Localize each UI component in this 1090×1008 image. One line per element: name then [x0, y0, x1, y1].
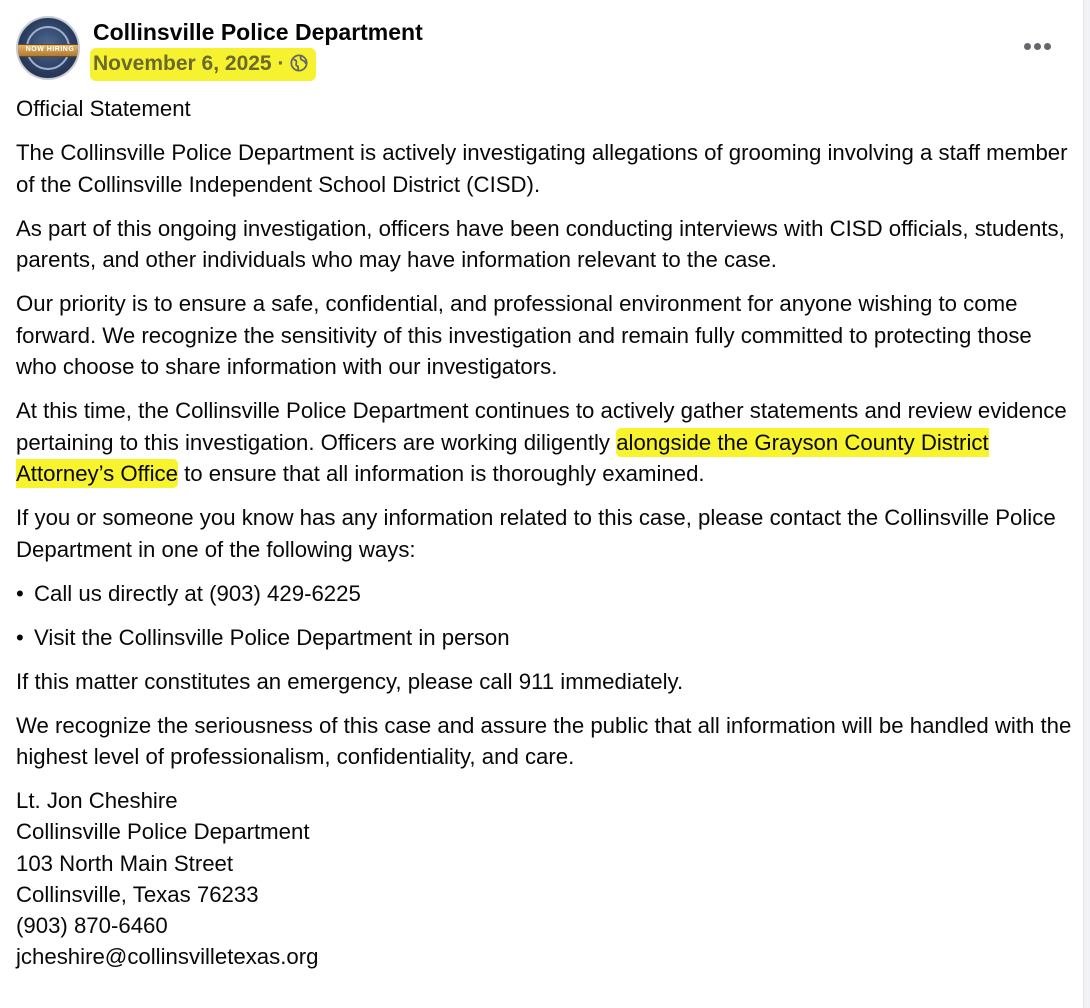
statement-title: Official Statement: [16, 96, 191, 121]
list-item: [16, 622, 1076, 654]
bullet-icon: •: [16, 624, 24, 650]
paragraph-7: We recognize the seriousness of this case and assure the public that all information will be handled with the highest level of professionalism, confidentiality, and care.: [16, 712, 1072, 769]
bullet-icon: •: [16, 580, 24, 606]
post-body: [16, 93, 1076, 973]
paragraph-6: If this matter constitutes an emergency, please call 911 immediately.: [16, 668, 684, 694]
paragraph-1: The Collinsville Police Department is actively investigating allegations of grooming involving a staff member of the Collinsville Independent School District (CISD).: [16, 140, 1068, 197]
list-item: [16, 578, 1076, 610]
meta-separator: ·: [271, 52, 291, 75]
signature-department: Collinsville Police Department: [16, 819, 310, 845]
post-date-link[interactable]: November 6, 2025: [93, 52, 272, 75]
paragraph-4-text: At this time, the Collinsville Police Department continues to actively gather statements and review evidence pertaining to this investigation. Officers are working diligently: [16, 398, 1067, 455]
page-avatar[interactable]: [16, 16, 80, 80]
paragraph-3: Our priority is to ensure a safe, confidential, and professional environment for anyone wishing to come forward. We recognize the sensitivity of this investigation and remain fully committed to protecting those who choose to share information with our investigators.: [16, 291, 1032, 379]
list-item-text: Call us directly at (903) 429-6225: [34, 580, 361, 606]
dot-icon: [1044, 43, 1051, 50]
post-meta: [93, 52, 316, 76]
signature-phone: (903) 870-6460: [16, 913, 168, 939]
badge-band: [16, 44, 80, 57]
highlighted-text: alongside the Grayson County District Attorney’s Office: [16, 429, 989, 486]
list-item-text: Visit the Collinsville Police Department in person: [34, 624, 510, 650]
signature-name: Lt. Jon Cheshire: [16, 788, 178, 813]
signature-email: jcheshire@collinsvilletexas.org: [16, 944, 319, 970]
signature-block: [16, 785, 1076, 973]
globe-icon[interactable]: [290, 54, 308, 72]
more-options-button[interactable]: [1020, 36, 1054, 56]
scrollbar-track[interactable]: [1083, 0, 1090, 1008]
paragraph-5: If you or someone you know has any information related to this case, please contact the Collinsville Police Department in one of the following ways:: [16, 505, 1056, 562]
paragraph-4-end: to ensure that all information is thoroughly examined.: [177, 461, 705, 486]
signature-street: 103 North Main Street: [16, 850, 234, 876]
paragraph-2: As part of this ongoing investigation, officers have been conducting interviews with CISD officials, students, parents, and other individuals who may have information relevant to the case.: [16, 215, 1065, 272]
dot-icon: [1024, 43, 1031, 50]
dot-icon: [1034, 43, 1041, 50]
paragraph-4: [16, 395, 1076, 490]
page-name-link[interactable]: Collinsville Police Department: [93, 19, 423, 45]
avatar-badge-text: NOW HIRING: [25, 46, 75, 53]
signature-city: Collinsville, Texas 76233: [16, 881, 259, 907]
